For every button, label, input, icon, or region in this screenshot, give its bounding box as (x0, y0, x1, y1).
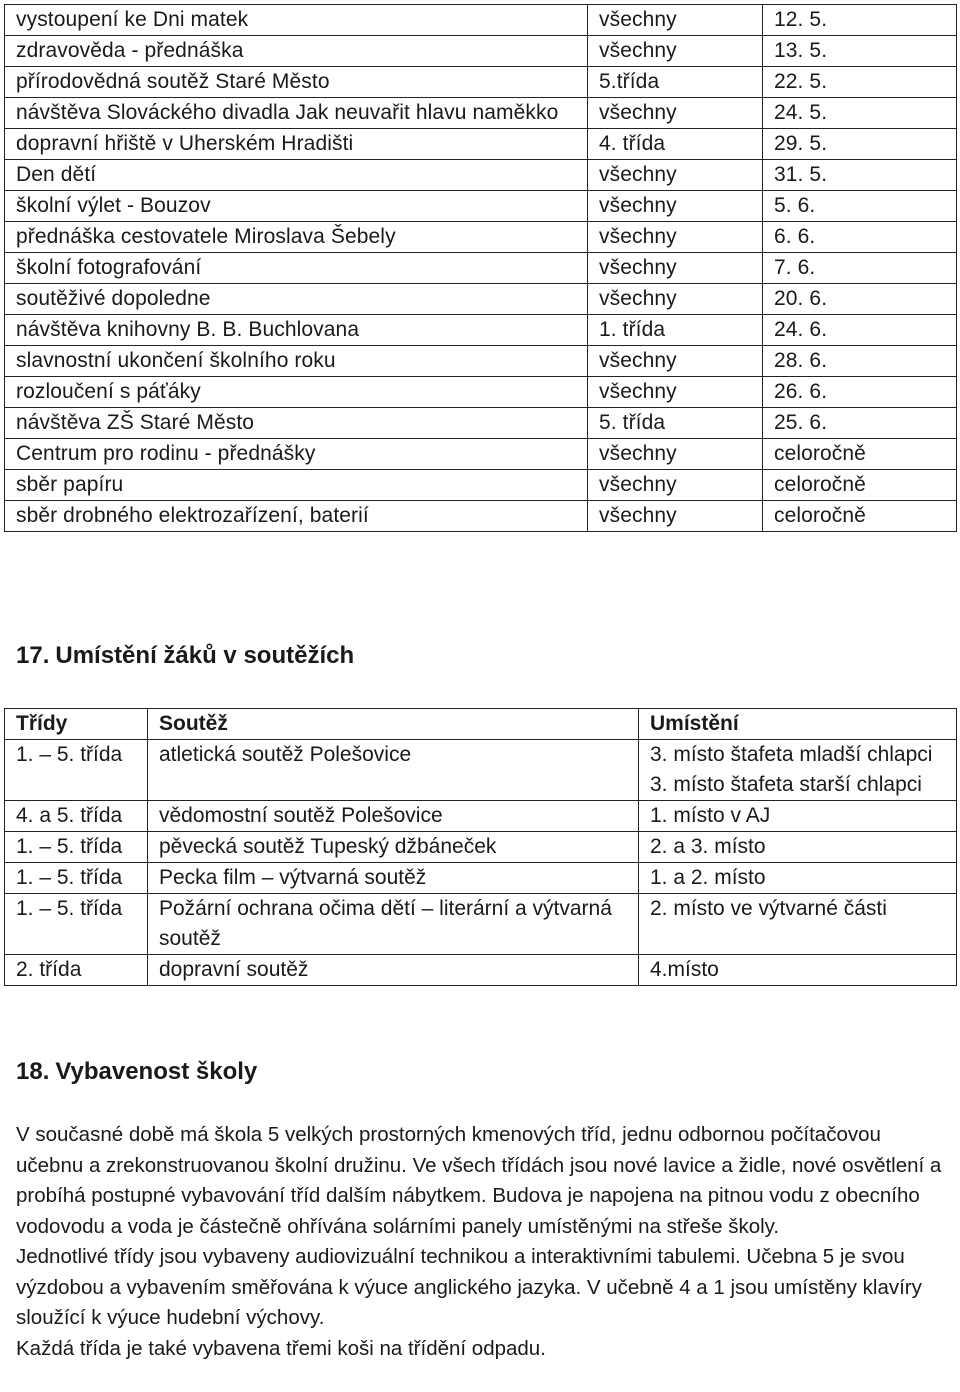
header-classes: Třídy (5, 709, 148, 740)
event-name: soutěživé dopoledne (5, 284, 588, 315)
events-table (4, 4, 957, 532)
section-17-heading (16, 641, 354, 671)
event-date: 5. 6. (763, 191, 957, 222)
placement-line: 4.místo (650, 958, 719, 981)
result-row (5, 863, 957, 894)
event-row (5, 129, 957, 160)
event-participants: 4. třída (588, 129, 763, 160)
result-competition: pěvecká soutěž Tupeský džbáneček (148, 832, 639, 863)
event-participants: 5.třída (588, 67, 763, 98)
results-table-body (5, 740, 957, 986)
event-date: 24. 6. (763, 315, 957, 346)
result-competition: Pecka film – výtvarná soutěž (148, 863, 639, 894)
event-name: slavnostní ukončení školního roku (5, 346, 588, 377)
event-name: dopravní hřiště v Uherském Hradišti (5, 129, 588, 160)
placement-line: 3. místo štafeta starší chlapci (650, 773, 922, 796)
result-classes: 4. a 5. třída (5, 801, 148, 832)
results-table (4, 708, 957, 986)
result-placement (639, 832, 957, 863)
event-name: sběr papíru (5, 470, 588, 501)
event-participants: všechny (588, 253, 763, 284)
event-row (5, 67, 957, 98)
event-name: Centrum pro rodinu - přednášky (5, 439, 588, 470)
section-18-body (16, 1120, 946, 1364)
event-name: přírodovědná soutěž Staré Město (5, 67, 588, 98)
section-18-title: Vybavenost školy (55, 1058, 258, 1085)
section-18-number: 18. (16, 1058, 50, 1085)
placement-line: 2. a 3. místo (650, 835, 766, 858)
result-row (5, 955, 957, 986)
header-placement: Umístění (639, 709, 957, 740)
result-competition: atletická soutěž Polešovice (148, 740, 639, 801)
event-date: 29. 5. (763, 129, 957, 160)
event-date: celoročně (763, 470, 957, 501)
result-classes: 1. – 5. třída (5, 832, 148, 863)
event-participants: všechny (588, 377, 763, 408)
result-placement (639, 801, 957, 832)
body-paragraph: Jednotlivé třídy jsou vybaveny audiovizuální technikou a interaktivními tabulemi. Učebna 5 je svou výzdobou a vybavením směřována k výuce anglického jazyka. V učebně 4 a 1 jsou umístěny klavíry sloužící k výuce hudební výchovy. (16, 1245, 922, 1329)
event-date: celoročně (763, 501, 957, 532)
result-classes: 1. – 5. třída (5, 863, 148, 894)
event-participants: 5. třída (588, 408, 763, 439)
event-participants: všechny (588, 98, 763, 129)
event-name: návštěva Slováckého divadla Jak neuvařit hlavu naměkko (5, 98, 588, 129)
result-placement (639, 863, 957, 894)
event-date: 31. 5. (763, 160, 957, 191)
event-row (5, 98, 957, 129)
result-competition: vědomostní soutěž Polešovice (148, 801, 639, 832)
event-participants: všechny (588, 501, 763, 532)
event-participants: všechny (588, 5, 763, 36)
event-date: 25. 6. (763, 408, 957, 439)
event-participants: všechny (588, 346, 763, 377)
event-row (5, 501, 957, 532)
result-row (5, 894, 957, 955)
section-17-number: 17. (16, 642, 50, 669)
event-participants: všechny (588, 160, 763, 191)
body-paragraph: Každá třída je také vybavena třemi koši na třídění odpadu. (16, 1336, 546, 1360)
placement-line: 1. a 2. místo (650, 866, 766, 889)
event-row (5, 160, 957, 191)
event-participants: všechny (588, 470, 763, 501)
event-date: 7. 6. (763, 253, 957, 284)
event-name: sběr drobného elektrozařízení, baterií (5, 501, 588, 532)
event-name: Den dětí (5, 160, 588, 191)
event-participants: 1. třída (588, 315, 763, 346)
event-participants: všechny (588, 36, 763, 67)
event-row (5, 5, 957, 36)
placement-line: 3. místo štafeta mladší chlapci (650, 743, 933, 766)
event-participants: všechny (588, 191, 763, 222)
event-row (5, 222, 957, 253)
event-date: 24. 5. (763, 98, 957, 129)
result-row (5, 740, 957, 801)
event-date: 20. 6. (763, 284, 957, 315)
events-table-body (5, 5, 957, 532)
result-placement (639, 740, 957, 801)
event-row (5, 315, 957, 346)
event-name: přednáška cestovatele Miroslava Šebely (5, 222, 588, 253)
result-placement (639, 955, 957, 986)
event-name: školní výlet - Bouzov (5, 191, 588, 222)
event-date: 13. 5. (763, 36, 957, 67)
section-17-title: Umístění žáků v soutěžích (55, 642, 355, 669)
event-date: 12. 5. (763, 5, 957, 36)
placement-line: 2. místo ve výtvarné části (650, 897, 887, 920)
event-participants: všechny (588, 439, 763, 470)
header-competition: Soutěž (148, 709, 639, 740)
event-name: vystoupení ke Dni matek (5, 5, 588, 36)
event-date: celoročně (763, 439, 957, 470)
event-row (5, 191, 957, 222)
event-row (5, 346, 957, 377)
event-row (5, 470, 957, 501)
event-date: 22. 5. (763, 67, 957, 98)
result-row (5, 801, 957, 832)
result-classes: 1. – 5. třída (5, 740, 148, 801)
event-row (5, 439, 957, 470)
event-row (5, 408, 957, 439)
event-row (5, 36, 957, 67)
event-date: 26. 6. (763, 377, 957, 408)
event-name: návštěva knihovny B. B. Buchlovana (5, 315, 588, 346)
event-date: 28. 6. (763, 346, 957, 377)
result-classes: 2. třída (5, 955, 148, 986)
results-header-row (5, 709, 957, 740)
result-competition: Požární ochrana očima dětí – literární a výtvarná soutěž (148, 894, 639, 955)
event-name: zdravověda - přednáška (5, 36, 588, 67)
event-name: školní fotografování (5, 253, 588, 284)
event-participants: všechny (588, 284, 763, 315)
event-name: návštěva ZŠ Staré Město (5, 408, 588, 439)
placement-line: 1. místo v AJ (650, 804, 771, 827)
result-placement (639, 894, 957, 955)
result-classes: 1. – 5. třída (5, 894, 148, 955)
event-row (5, 377, 957, 408)
body-paragraph: V současné době má škola 5 velkých prostorných kmenových tříd, jednu odbornou počítačovou učebnu a zrekonstruovanou školní družinu. Ve všech třídách jsou nové lavice a židle, nové osvětlení a probíhá postupné vybavování tříd dalším nábytkem. Budova je napojena na pitnou vodu z obecního vodovodu a voda je částečně ohřívána solárními panely umístěnými na střeše školy. (16, 1123, 942, 1238)
event-date: 6. 6. (763, 222, 957, 253)
event-row (5, 253, 957, 284)
result-row (5, 832, 957, 863)
section-18-heading (16, 1057, 257, 1087)
event-participants: všechny (588, 222, 763, 253)
result-competition: dopravní soutěž (148, 955, 639, 986)
event-row (5, 284, 957, 315)
event-name: rozloučení s páťáky (5, 377, 588, 408)
